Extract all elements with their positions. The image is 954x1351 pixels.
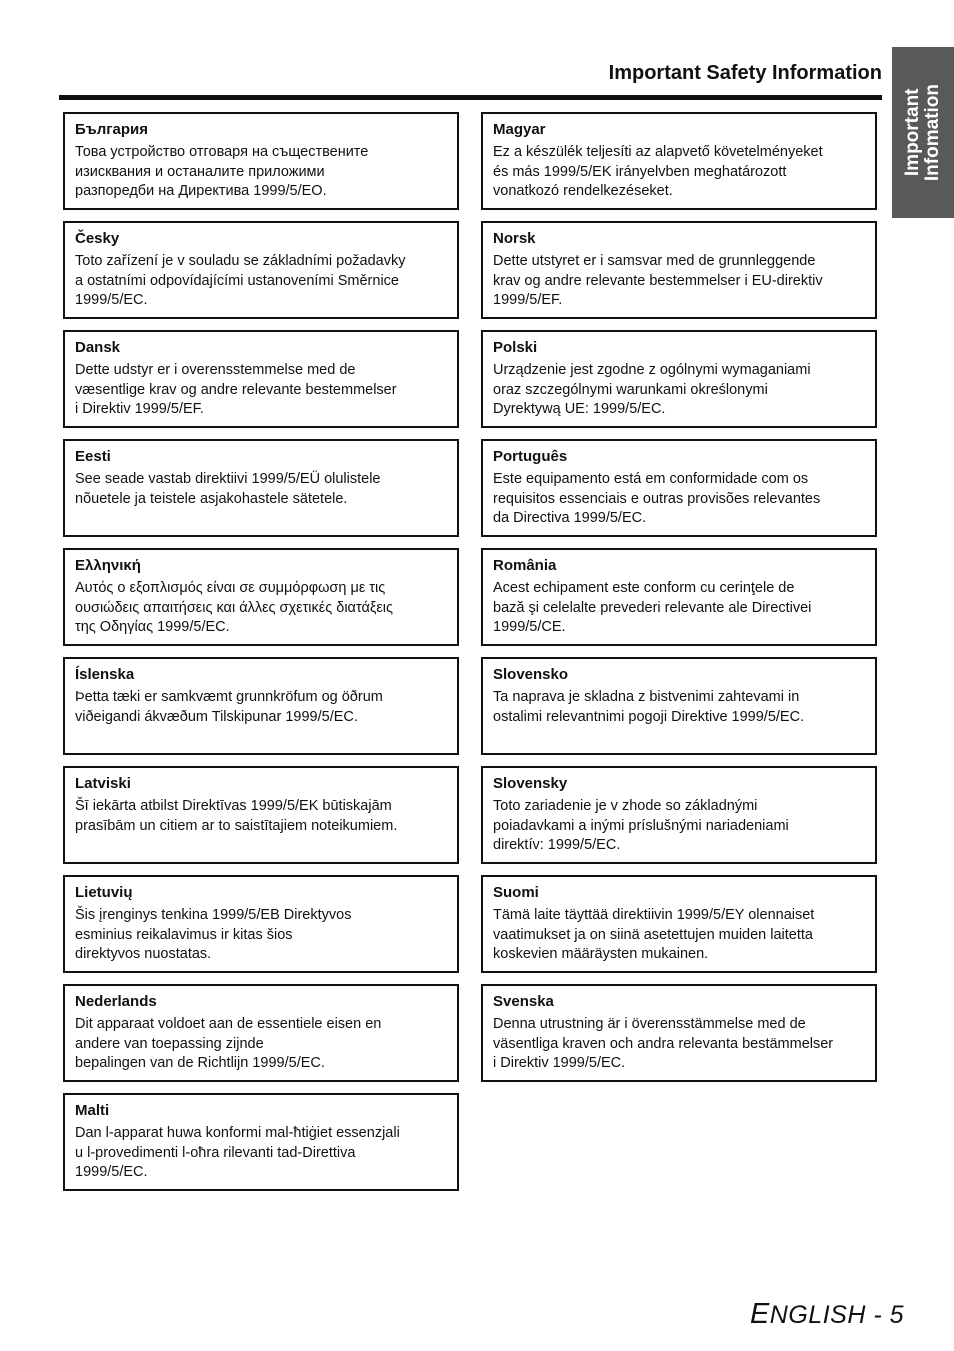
declaration-text: Šis įrenginys tenkina 1999/5/EB Direktyvos esminius reikalavimus ir kitas šios direktyvos nuostatas. <box>75 907 352 962</box>
declaration-text: Dan l-apparat huwa konformi mal-ħtiġiet essenzjali u l-provedimenti l-oħra rilevanti tad-Direttiva 1999/5/EC. <box>75 1125 400 1180</box>
declaration-box-hungarian <box>481 112 877 210</box>
declaration-box-slovak <box>481 766 877 864</box>
side-tab-label <box>903 84 943 181</box>
language-heading: Česky <box>75 230 120 247</box>
declaration-box-dutch <box>63 984 459 1082</box>
declaration-box-czech <box>63 221 459 319</box>
declaration-text: Ta naprava je skladna z bistvenimi zahtevami in ostalimi relevantnimi pogoji Direktive 1999/5/EC. <box>493 689 805 725</box>
declaration-text: Toto zariadenie je v zhode so základnými poiadavkami a inými príslušnými nariadeniami direktív: 1999/5/EC. <box>493 798 789 853</box>
language-heading: România <box>493 557 557 574</box>
side-tab-line-1: Important <box>902 88 923 177</box>
declaration-text: Tämä laite täyttää direktiivin 1999/5/EY olennaiset vaatimukset ja on siinä asetettujen muiden laitetta koskevien määräysten mukainen. <box>493 907 815 962</box>
declaration-box-norwegian <box>481 221 877 319</box>
language-heading: Slovensko <box>493 666 569 683</box>
language-heading: Norsk <box>493 230 536 247</box>
declaration-box-romanian <box>481 548 877 646</box>
side-tab <box>892 47 954 218</box>
language-heading: Dansk <box>75 339 121 356</box>
declaration-box-slovenian <box>481 657 877 755</box>
declaration-text: Acest echipament este conform cu cerinţele de bază şi celelalte prevederi relevante ale Directivei 1999/5/CE. <box>493 580 812 635</box>
language-heading: Malti <box>75 1102 110 1119</box>
declaration-box-maltese <box>63 1093 459 1191</box>
language-heading: Nederlands <box>75 993 157 1010</box>
language-heading: България <box>75 121 148 138</box>
language-heading: Íslenska <box>75 666 135 683</box>
declaration-text: Dette udstyr er i overensstemmelse med de væsentlige krav og andre relevante bestemmelser i Direktiv 1999/5/EF. <box>75 362 397 417</box>
side-tab-line-2: Infomation <box>922 83 943 182</box>
declaration-box-bulgarian <box>63 112 459 210</box>
declaration-text: Това устройство отговаря на съществените изисквания и останалите приложими разпоредби на Директива 1999/5/ЕО. <box>75 144 369 199</box>
declaration-text: Toto zařízení je v souladu se základními požadavky a ostatními odpovídajícími ustanoveními Směrnice 1999/5/EC. <box>75 253 406 308</box>
language-heading: Magyar <box>493 121 546 138</box>
declaration-box-estonian <box>63 439 459 537</box>
language-heading: Svenska <box>493 993 554 1010</box>
declaration-box-lithuanian <box>63 875 459 973</box>
declaration-text: Dette utstyret er i samsvar med de grunnleggende krav og andre relevante bestemmelser i EU-direktiv 1999/5/EF. <box>493 253 823 308</box>
declaration-text: Urządzenie jest zgodne z ogólnymi wymaganiami oraz szczególnymi warunkami określonymi Dyrektywą UE: 1999/5/EC. <box>493 362 811 417</box>
declaration-box-finnish <box>481 875 877 973</box>
declaration-text: See seade vastab direktiivi 1999/5/EÜ olulistele nõuetele ja teistele asjakohastele sätetele. <box>75 471 381 507</box>
language-heading: Lietuvių <box>75 884 133 901</box>
declaration-text: Αυτός ο εξοπλισμός είναι σε συμμόρφωση με τις ουσιώδεις απαιτήσεις και άλλες σχετικές διατάξεις της Οδηγίας 1999/5/EC. <box>75 580 394 635</box>
footer-page-label: NGLISH - 5 <box>769 1301 904 1329</box>
declaration-text: Þetta tæki er samkvæmt grunnkröfum og öðrum viðeigandi ákvæðum Tilskipunar 1999/5/EC. <box>75 689 383 725</box>
declaration-box-swedish <box>481 984 877 1082</box>
declaration-box-portuguese <box>481 439 877 537</box>
declaration-box-latvian <box>63 766 459 864</box>
language-heading: Eesti <box>75 448 111 465</box>
language-heading: Latviski <box>75 775 131 792</box>
header-rule <box>59 95 882 100</box>
declaration-box-polish <box>481 330 877 428</box>
language-heading: Suomi <box>493 884 539 901</box>
declaration-text: Ez a készülék teljesíti az alapvető követelményeket és más 1999/5/EK irányelvben meghatározott vonatkozó rendelkezéseket. <box>493 144 823 199</box>
page-section-title: Important Safety Information <box>608 62 882 84</box>
language-heading: Ελληνική <box>75 557 141 574</box>
language-heading: Slovensky <box>493 775 568 792</box>
declaration-text: Dit apparaat voldoet aan de essentiele eisen en andere van toepassing zijnde bepalingen van de Richtlijn 1999/5/EC. <box>75 1016 382 1071</box>
declaration-text: Denna utrustning är i överensstämmelse med de väsentliga kraven och andra relevanta bestämmelser i Direktiv 1999/5/EC. <box>493 1016 834 1071</box>
language-heading: Polski <box>493 339 538 356</box>
declaration-box-danish <box>63 330 459 428</box>
language-heading: Português <box>493 448 568 465</box>
declaration-text: Este equipamento está em conformidade com os requisitos essenciais e outras provisões relevantes da Directiva 1999/5/EC. <box>493 471 821 526</box>
footer-initial: E <box>749 1298 770 1330</box>
declaration-box-icelandic <box>63 657 459 755</box>
page-footer <box>750 1298 904 1331</box>
declaration-box-greek <box>63 548 459 646</box>
declaration-text: Šī iekārta atbilst Direktīvas 1999/5/EK būtiskajām prasībām un citiem ar to saistītajiem noteikumiem. <box>75 798 398 834</box>
